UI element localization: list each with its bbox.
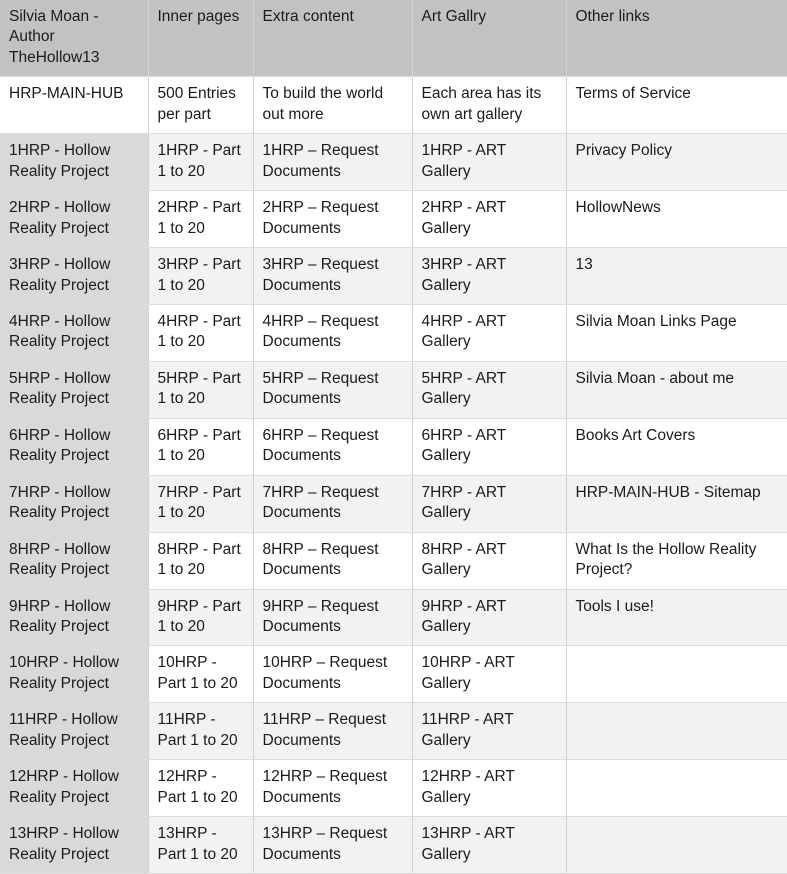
table-cell-c1 [0, 646, 148, 703]
cell-text: 6HRP – Request Documents [262, 426, 379, 465]
cell-text: 13HRP - ART Gallery [421, 825, 515, 863]
cell-text: 10HRP - ART Gallery [421, 654, 515, 692]
table-row [0, 532, 787, 589]
table-cell-c2 [148, 817, 253, 874]
table-cell-c4 [412, 703, 566, 760]
table-cell-c1 [0, 532, 148, 589]
table-cell-c5 [566, 817, 787, 874]
table-cell-c4 [412, 646, 566, 703]
cell-text: 3HRP - Hollow Reality Project [9, 256, 111, 294]
cell-text: What Is the Hollow Reality Project? [575, 540, 757, 579]
cell-text: 7HRP - ART Gallery [421, 483, 506, 522]
table-cell-c1 [0, 817, 148, 874]
cell-text: To build the world out more [262, 85, 384, 123]
table-cell-c2 [148, 646, 253, 703]
table-cell-c5 [566, 134, 787, 191]
table-cell-c5 [566, 760, 787, 817]
table-cell-c3 [253, 304, 412, 361]
cell-text: 11HRP – Request Documents [262, 711, 387, 749]
table-cell-c4 [412, 304, 566, 361]
table-cell-c4 [412, 134, 566, 191]
table-cell-c2 [148, 532, 253, 589]
header-row [0, 0, 787, 77]
table-cell-c5 [566, 475, 787, 532]
table-cell-c4 [412, 817, 566, 874]
table-row [0, 361, 787, 418]
cell-text: 11HRP - Hollow Reality Project [9, 711, 118, 749]
cell-text: 11HRP - ART Gallery [421, 711, 514, 749]
cell-text: 4HRP - Part 1 to 20 [157, 312, 241, 351]
table-row [0, 703, 787, 760]
table-cell-c1 [0, 77, 148, 134]
column-header-extra-content: Extra content [253, 0, 412, 77]
cell-text: 7HRP - Part 1 to 20 [157, 483, 241, 522]
table-cell-c5 [566, 191, 787, 248]
cell-text: 11HRP - Part 1 to 20 [157, 711, 238, 749]
cell-text: 4HRP – Request Documents [262, 312, 379, 351]
table-row [0, 191, 787, 248]
table-cell-c4 [412, 532, 566, 589]
cell-text: 500 Entries per part [157, 85, 236, 123]
cell-text: Books Art Covers [575, 426, 696, 444]
table-cell-c2 [148, 134, 253, 191]
cell-text: 2HRP - ART Gallery [421, 199, 506, 237]
table-cell-c1 [0, 703, 148, 760]
cell-text: Silvia Moan Links Page [575, 312, 737, 330]
cell-text: 8HRP - Part 1 to 20 [157, 540, 241, 579]
table-cell-c3 [253, 817, 412, 874]
column-header-inner-pages: Inner pages [148, 0, 253, 77]
table-cell-c3 [253, 77, 412, 134]
cell-text: 6HRP - Part 1 to 20 [157, 426, 241, 465]
column-header-other-links: Other links [566, 0, 787, 77]
table-cell-c3 [253, 248, 412, 305]
table-cell-c1 [0, 589, 148, 646]
cell-text: Terms of Service [575, 85, 691, 103]
table-cell-c2 [148, 589, 253, 646]
table-row [0, 248, 787, 305]
table-cell-c1 [0, 361, 148, 418]
cell-text: 5HRP – Request Documents [262, 369, 379, 408]
cell-text: 5HRP - ART Gallery [421, 369, 506, 408]
cell-text: 13 [575, 256, 593, 274]
cell-text: 1HRP – Request Documents [262, 142, 379, 180]
cell-text: 9HRP - ART Gallery [421, 597, 506, 635]
cell-text: 4HRP - ART Gallery [421, 312, 506, 351]
table-row [0, 418, 787, 475]
table-row [0, 646, 787, 703]
cell-text: 5HRP - Hollow Reality Project [9, 369, 111, 408]
table-cell-c4 [412, 589, 566, 646]
table-cell-c1 [0, 760, 148, 817]
column-header-art-gallery: Art Gallry [412, 0, 566, 77]
cell-text: 6HRP - Hollow Reality Project [9, 426, 111, 465]
table-cell-c3 [253, 361, 412, 418]
cell-text: 12HRP – Request Documents [262, 768, 388, 806]
cell-text: 12HRP - ART Gallery [421, 768, 515, 806]
table-row [0, 304, 787, 361]
table-cell-c5 [566, 703, 787, 760]
column-header-author: Silvia Moan - Author TheHollow13 [0, 0, 148, 77]
table-cell-c5 [566, 418, 787, 475]
table-cell-c5 [566, 646, 787, 703]
table-cell-c2 [148, 760, 253, 817]
table-cell-c5 [566, 248, 787, 305]
table-row [0, 475, 787, 532]
cell-text: 9HRP - Part 1 to 20 [157, 597, 241, 635]
cell-text: Tools I use! [575, 597, 654, 615]
table-cell-c5 [566, 361, 787, 418]
cell-text: 13HRP – Request Documents [262, 825, 388, 863]
cell-text: 3HRP – Request Documents [262, 256, 379, 294]
table-row [0, 589, 787, 646]
table-cell-c3 [253, 703, 412, 760]
cell-text: 1HRP - Hollow Reality Project [9, 142, 111, 180]
table-cell-c3 [253, 418, 412, 475]
cell-text: 13HRP - Hollow Reality Project [9, 825, 119, 863]
cell-text: 12HRP - Part 1 to 20 [157, 768, 238, 806]
table-cell-c5 [566, 77, 787, 134]
table-cell-c4 [412, 361, 566, 418]
table-cell-c1 [0, 248, 148, 305]
cell-text: 1HRP - ART Gallery [421, 142, 506, 180]
cell-text: 7HRP - Hollow Reality Project [9, 483, 111, 522]
table-cell-c4 [412, 475, 566, 532]
cell-text: 2HRP – Request Documents [262, 199, 379, 237]
table-cell-c2 [148, 703, 253, 760]
table-cell-c3 [253, 134, 412, 191]
cell-text: 1HRP - Part 1 to 20 [157, 142, 241, 180]
table-cell-c2 [148, 248, 253, 305]
table-row [0, 77, 787, 134]
cell-text: 10HRP – Request Documents [262, 654, 388, 692]
table-cell-c2 [148, 361, 253, 418]
cell-text: 10HRP - Part 1 to 20 [157, 654, 238, 692]
cell-text: 12HRP - Hollow Reality Project [9, 768, 119, 806]
cell-text: 8HRP - Hollow Reality Project [9, 540, 111, 579]
table-cell-c1 [0, 418, 148, 475]
table-cell-c2 [148, 304, 253, 361]
cell-text: 8HRP - ART Gallery [421, 540, 506, 579]
table-cell-c1 [0, 134, 148, 191]
table-row [0, 817, 787, 874]
cell-text: 9HRP - Hollow Reality Project [9, 597, 111, 635]
cell-text: Silvia Moan - about me [575, 369, 735, 387]
cell-text: 8HRP – Request Documents [262, 540, 379, 579]
cell-text: Privacy Policy [575, 142, 672, 160]
table-cell-c4 [412, 191, 566, 248]
table-cell-c3 [253, 646, 412, 703]
table-row [0, 134, 787, 191]
cell-text: 13HRP - Part 1 to 20 [157, 825, 238, 863]
cell-text: 2HRP - Hollow Reality Project [9, 199, 111, 237]
table-body [0, 77, 787, 874]
table-header [0, 0, 787, 77]
table-cell-c4 [412, 760, 566, 817]
table-cell-c2 [148, 191, 253, 248]
table-cell-c2 [148, 475, 253, 532]
cell-text: 4HRP - Hollow Reality Project [9, 312, 111, 351]
cell-text: HollowNews [575, 199, 661, 217]
table-cell-c2 [148, 77, 253, 134]
cell-text: HRP-MAIN-HUB [9, 85, 124, 103]
table-cell-c5 [566, 532, 787, 589]
table-cell-c4 [412, 418, 566, 475]
table-cell-c1 [0, 475, 148, 532]
cell-text: 3HRP - ART Gallery [421, 256, 506, 294]
table-cell-c3 [253, 760, 412, 817]
table-cell-c3 [253, 589, 412, 646]
table-cell-c3 [253, 191, 412, 248]
table-cell-c3 [253, 532, 412, 589]
table-row [0, 760, 787, 817]
cell-text: 3HRP - Part 1 to 20 [157, 256, 241, 294]
cell-text: 7HRP – Request Documents [262, 483, 379, 522]
table-cell-c5 [566, 304, 787, 361]
table-cell-c4 [412, 248, 566, 305]
table-cell-c4 [412, 77, 566, 134]
table-cell-c1 [0, 191, 148, 248]
cell-text: Each area has its own art gallery [421, 85, 542, 123]
cell-text: 6HRP - ART Gallery [421, 426, 506, 465]
table-cell-c1 [0, 304, 148, 361]
table-cell-c3 [253, 475, 412, 532]
cell-text: 10HRP - Hollow Reality Project [9, 654, 119, 692]
cell-text: HRP-MAIN-HUB - Sitemap [575, 483, 761, 501]
cell-text: 5HRP - Part 1 to 20 [157, 369, 241, 408]
table-cell-c5 [566, 589, 787, 646]
cell-text: 2HRP - Part 1 to 20 [157, 199, 241, 237]
cell-text: 9HRP – Request Documents [262, 597, 379, 635]
table-cell-c2 [148, 418, 253, 475]
